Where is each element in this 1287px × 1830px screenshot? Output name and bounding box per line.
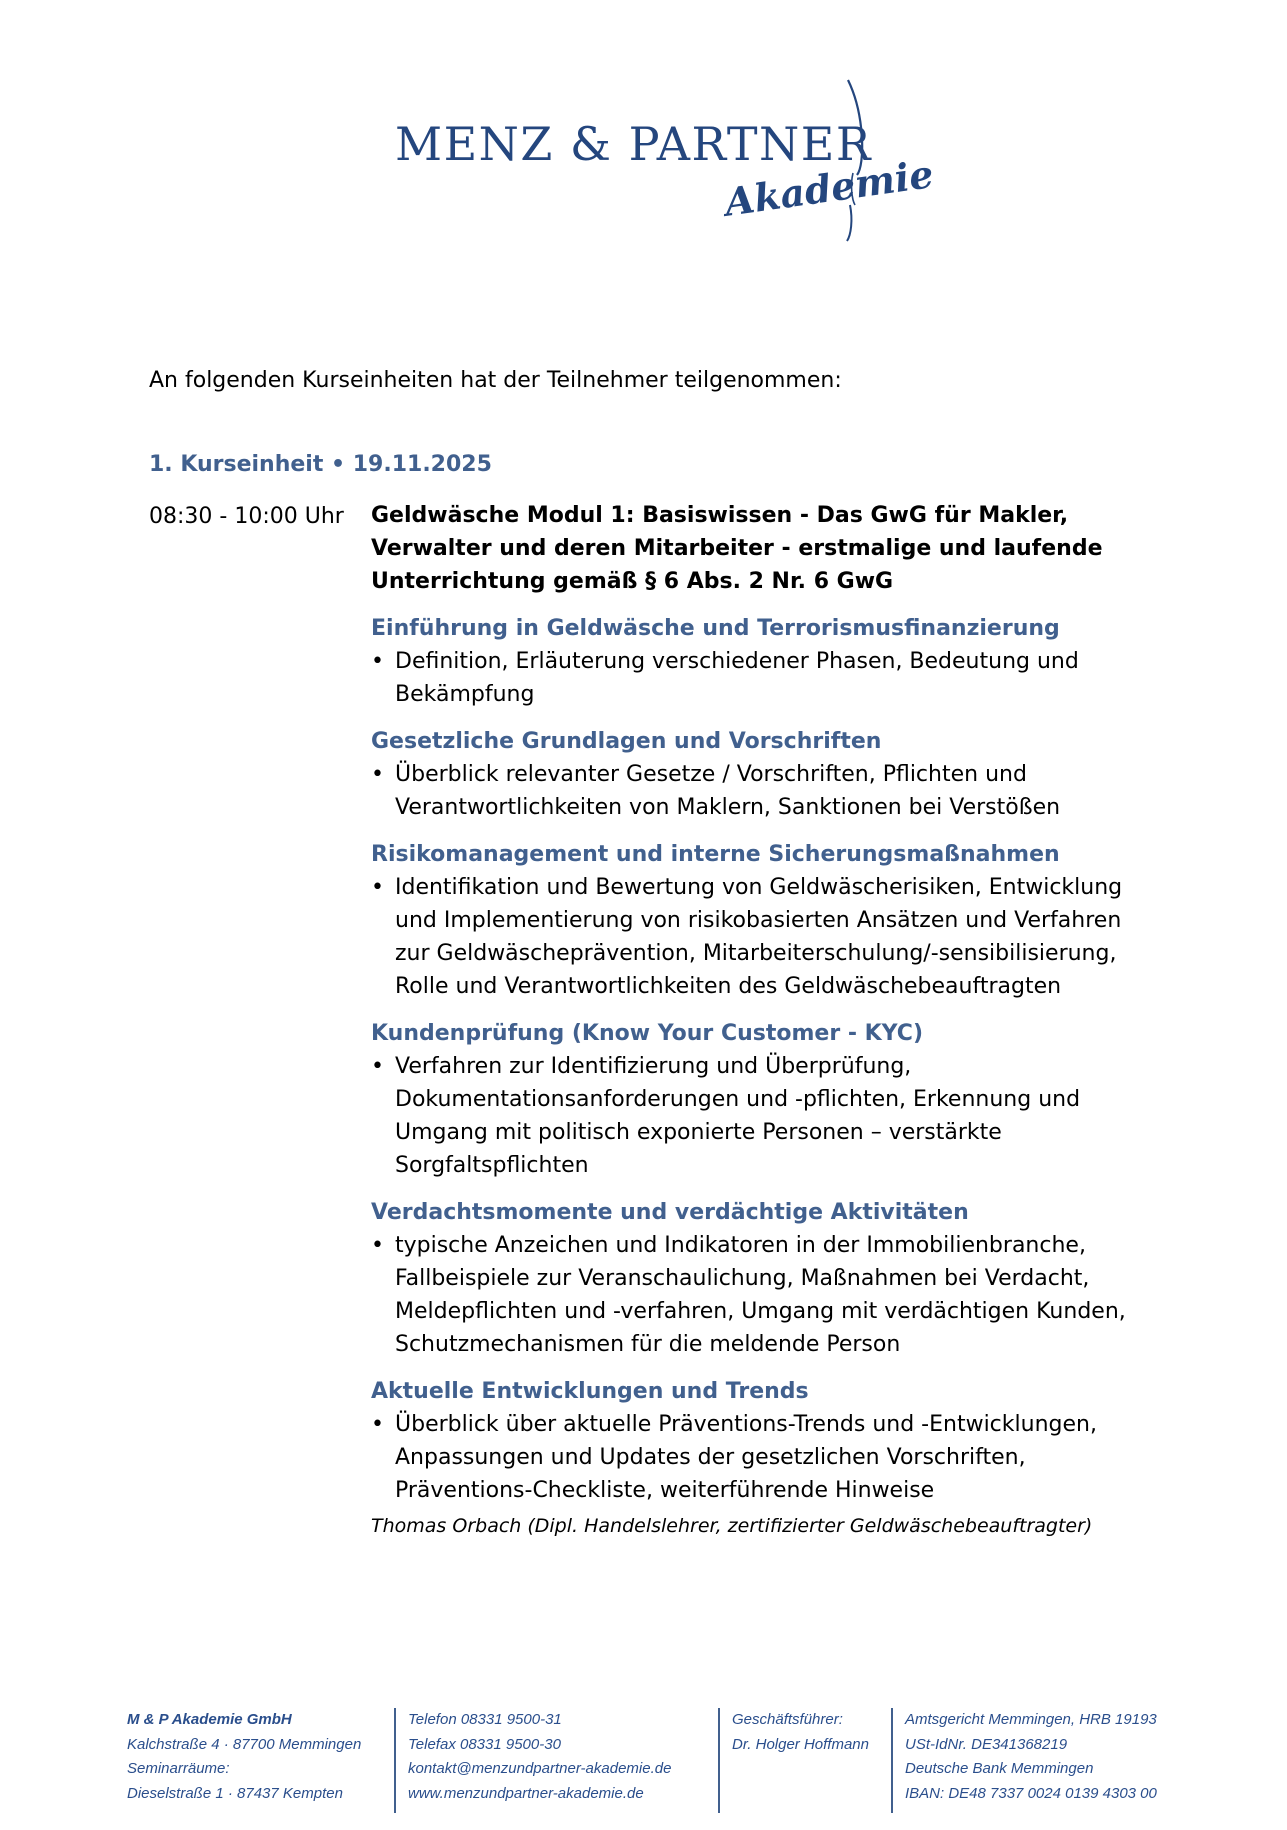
bullet-item bbox=[371, 758, 1171, 824]
footer-line: IBAN: DE48 7337 0024 0139 4303 00 bbox=[905, 1784, 1157, 1802]
footer-line: Amtsgericht Memmingen, HRB 19193 bbox=[905, 1711, 1157, 1728]
section-legal-basics bbox=[371, 725, 1171, 824]
footer-line: Deutsche Bank Memmingen bbox=[905, 1760, 1094, 1777]
bullet-line: Präventions-Checkliste, weiterführende Hinweise bbox=[395, 1478, 935, 1503]
footer-line: Dieselstraße 1 · 87437 Kempten bbox=[127, 1784, 343, 1802]
bullet-line: Meldepflichten und -verfahren, Umgang mit verdächtigen Kunden, bbox=[395, 1299, 1126, 1324]
footer-contact-column bbox=[408, 1708, 671, 1806]
footer-divider bbox=[394, 1708, 396, 1813]
bullet-line: und Implementierung von risikobasierten Ansätzen und Verfahren bbox=[395, 908, 1122, 933]
section-heading: Gesetzliche Grundlagen und Vorschriften bbox=[371, 729, 882, 754]
footer-line: Geschäftsführer: bbox=[732, 1711, 843, 1728]
intro-text: An folgenden Kurseinheiten hat der Teilnehmer teilgenommen: bbox=[149, 368, 842, 393]
company-logo bbox=[395, 75, 937, 245]
footer-line: USt-IdNr. DE341368219 bbox=[905, 1735, 1068, 1753]
footer-registry-column bbox=[905, 1708, 1157, 1806]
bullet-dot: • bbox=[371, 875, 384, 900]
section-heading: Verdachtsmomente und verdächtige Aktivitäten bbox=[371, 1200, 969, 1225]
section-suspicious-activities bbox=[371, 1196, 1171, 1361]
logo-subtitle: Akademie bbox=[721, 150, 937, 225]
bullet-line: Umgang mit politisch exponierte Personen – verstärkte bbox=[395, 1120, 1002, 1145]
section-heading: Aktuelle Entwicklungen und Trends bbox=[371, 1379, 809, 1404]
footer-website-link[interactable]: www.menzundpartner-akademie.de bbox=[408, 1784, 644, 1802]
bullet-line: Bekämpfung bbox=[395, 682, 535, 707]
unit-heading: 1. Kurseinheit • 19.11.2025 bbox=[149, 452, 492, 477]
footer-phone: Telefon 08331 9500-31 bbox=[408, 1711, 562, 1728]
bullet-item bbox=[371, 645, 1171, 711]
footer-fax: Telefax 08331 9500-30 bbox=[408, 1735, 561, 1753]
bullet-dot: • bbox=[371, 1233, 384, 1258]
bullet-line: Definition, Erläuterung verschiedener Phasen, Bedeutung und bbox=[395, 649, 1079, 674]
course-title-line: Verwalter und deren Mitarbeiter - erstmalige und laufende bbox=[371, 536, 1103, 561]
bullet-line: Fallbeispiele zur Veranschaulichung, Maßnahmen bei Verdacht, bbox=[395, 1266, 1090, 1291]
footer-email-link[interactable]: kontakt@menzundpartner-akademie.de bbox=[408, 1760, 672, 1777]
bullet-line: Rolle und Verantwortlichkeiten des Geldwäschebeauftragten bbox=[395, 974, 1062, 999]
bullet-dot: • bbox=[371, 1054, 384, 1079]
unit-time: 08:30 - 10:00 Uhr bbox=[149, 504, 344, 529]
footer-divider bbox=[718, 1708, 720, 1813]
bullet-line: Anpassungen und Updates der gesetzlichen Vorschriften, bbox=[395, 1445, 1026, 1470]
bullet-line: Sorgfaltspflichten bbox=[395, 1153, 589, 1178]
course-title-line: Geldwäsche Modul 1: Basiswissen - Das GwG für Makler, bbox=[371, 503, 1069, 528]
section-introduction bbox=[371, 612, 1171, 711]
footer-company-column bbox=[127, 1708, 361, 1806]
footer-company-name: M & P Akademie GmbH bbox=[127, 1711, 292, 1728]
footer-line: Dr. Holger Hoffmann bbox=[732, 1735, 869, 1753]
footer-management-column bbox=[732, 1708, 869, 1757]
bullet-item bbox=[371, 1050, 1171, 1182]
bullet-line: Identifikation und Bewertung von Geldwäscherisiken, Entwicklung bbox=[395, 875, 1123, 900]
bullet-line: Verfahren zur Identifizierung und Überprüfung, bbox=[395, 1054, 912, 1079]
bullet-line: zur Geldwäscheprävention, Mitarbeiterschulung/-sensibilisierung, bbox=[395, 941, 1117, 966]
lecturer-line: Thomas Orbach (Dipl. Handelslehrer, zertifizierter Geldwäschebeauftragter) bbox=[371, 1515, 1093, 1537]
unit-content bbox=[371, 504, 1171, 1537]
section-heading: Kundenprüfung (Know Your Customer - KYC) bbox=[371, 1021, 924, 1046]
footer-divider bbox=[891, 1708, 893, 1813]
footer-line: Kalchstraße 4 · 87700 Memmingen bbox=[127, 1735, 362, 1753]
bullet-line: Dokumentationsanforderungen und -pflichten, Erkennung und bbox=[395, 1087, 1081, 1112]
course-title bbox=[371, 499, 1171, 598]
page-footer bbox=[0, 1708, 1287, 1818]
section-kyc bbox=[371, 1017, 1171, 1182]
bullet-item bbox=[371, 1408, 1171, 1507]
footer-line: Seminarräume: bbox=[127, 1760, 230, 1777]
bullet-line: Verantwortlichkeiten von Maklern, Sanktionen bei Verstößen bbox=[395, 795, 1061, 820]
bullet-dot: • bbox=[371, 649, 384, 674]
section-heading: Risikomanagement und interne Sicherungsmaßnahmen bbox=[371, 842, 1060, 867]
section-current-trends bbox=[371, 1375, 1171, 1507]
bullet-line: Überblick relevanter Gesetze / Vorschriften, Pflichten und bbox=[395, 762, 1027, 787]
section-risk-management bbox=[371, 838, 1171, 1003]
bullet-dot: • bbox=[371, 1412, 384, 1437]
bullet-item bbox=[371, 1229, 1171, 1361]
bullet-dot: • bbox=[371, 762, 384, 787]
bullet-line: typische Anzeichen und Indikatoren in der Immobilienbranche, bbox=[395, 1233, 1086, 1258]
logo-title: MENZ & PARTNER bbox=[395, 117, 873, 171]
bullet-line: Schutzmechanismen für die meldende Person bbox=[395, 1332, 901, 1357]
section-heading: Einführung in Geldwäsche und Terrorismusfinanzierung bbox=[371, 616, 1060, 641]
bullet-line: Überblick über aktuelle Präventions-Trends und -Entwicklungen, bbox=[395, 1412, 1097, 1437]
course-title-line: Unterrichtung gemäß § 6 Abs. 2 Nr. 6 GwG bbox=[371, 569, 894, 594]
bullet-item bbox=[371, 871, 1171, 1003]
